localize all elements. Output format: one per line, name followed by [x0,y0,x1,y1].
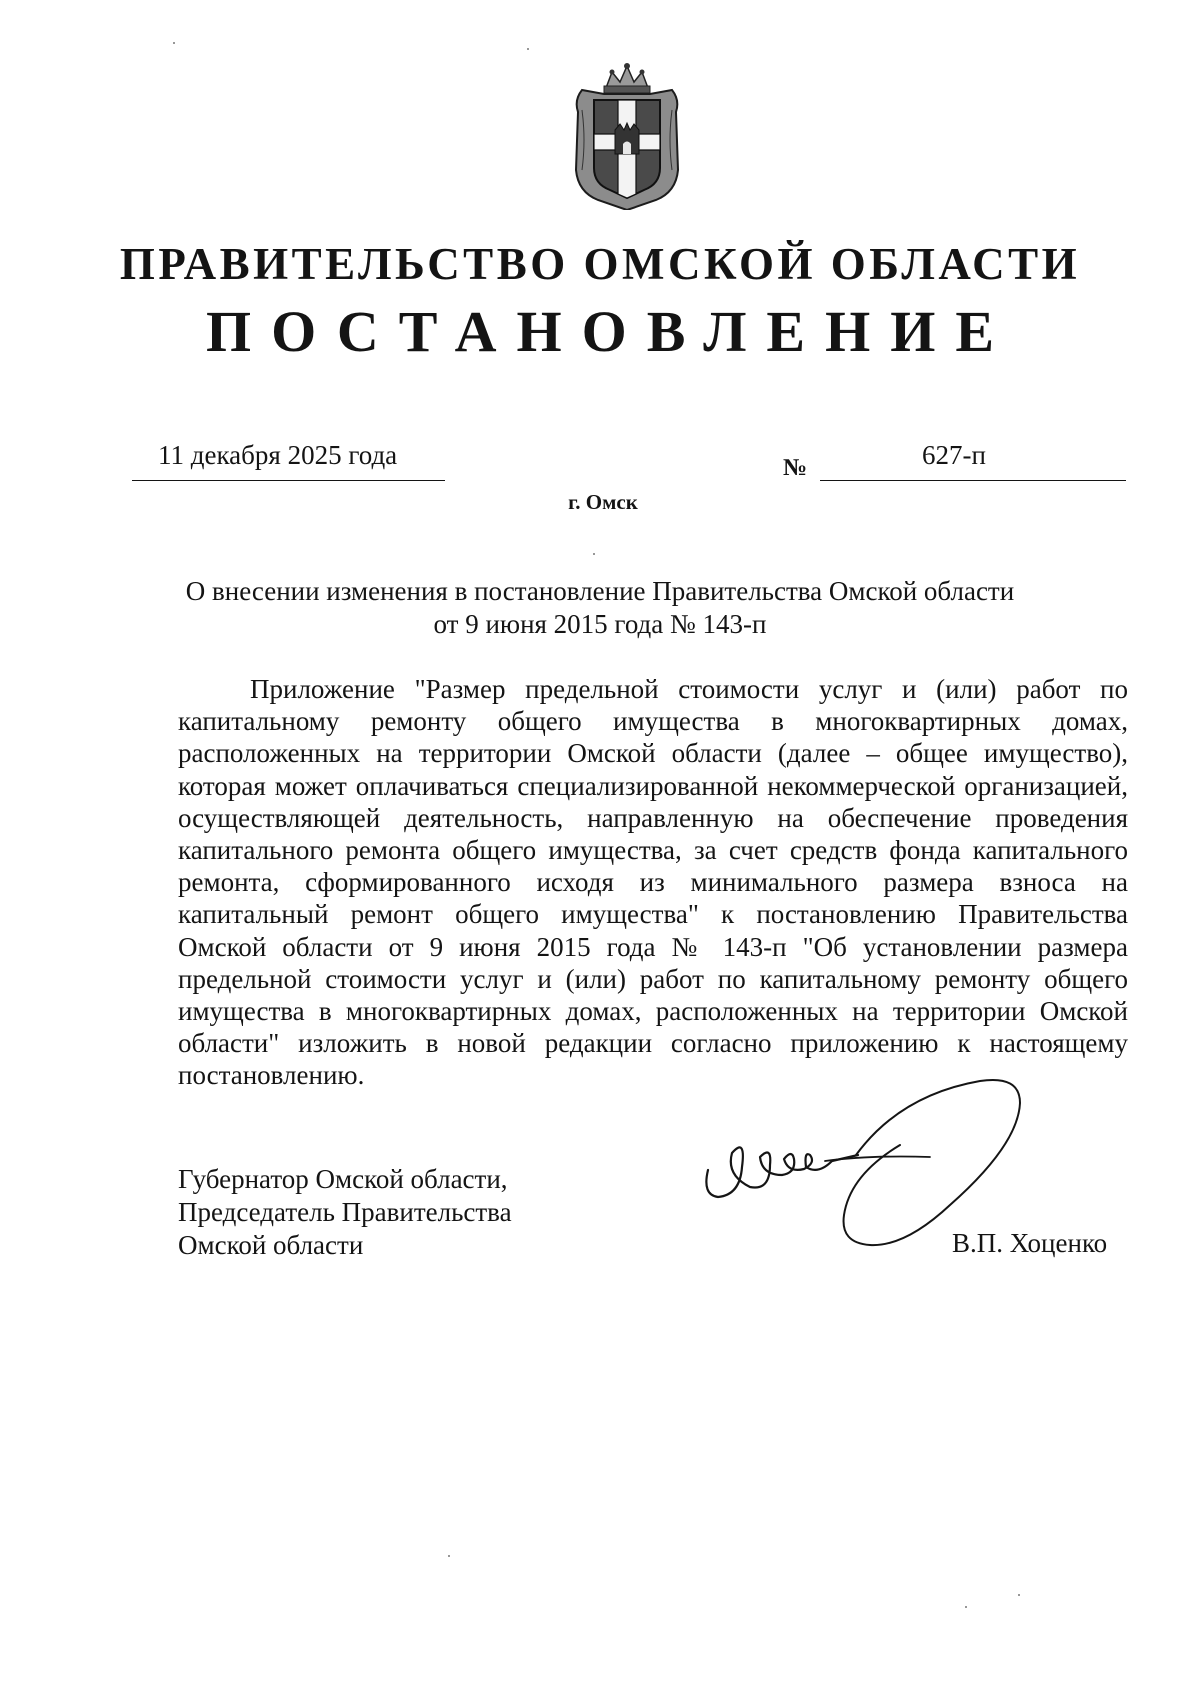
document-number: 627-п [922,440,986,470]
number-field [820,440,1126,481]
scan-speck [593,553,595,555]
document-date: 11 декабря 2025 года [158,440,398,470]
position-line: Председатель Правительства [178,1197,512,1227]
number-label: № [783,455,808,481]
signer-position [178,1163,512,1262]
government-title: ПРАВИТЕЛЬСТВО ОМСКОЙ ОБЛАСТИ [119,239,1081,289]
subject-line: О внесении изменения в постановление Правительства Омской области [185,576,1015,606]
scan-speck [965,1606,967,1608]
position-line: Губернатор Омской области, [178,1164,508,1194]
subject-line: от 9 июня 2015 года № 143-п [433,609,767,639]
city: г. Омск [568,490,638,514]
scan-speck [173,42,175,44]
document-type: ПОСТАНОВЛЕНИЕ [205,299,1015,364]
document-subject [120,575,1080,641]
signer-name: В.П. Хоценко [952,1228,1108,1258]
date-field [132,440,445,481]
scan-speck [1018,1594,1020,1596]
coat-of-arms-icon [568,60,686,210]
scan-speck [527,48,529,50]
scan-speck [448,1555,450,1557]
body-paragraph: Приложение "Размер предельной стоимости услуг и (или) работ по капитальному ремонту общего имущества в многоквартирных домах, расположенных на территории Омской области (далее – общее имущество), которая может оплачиваться специализированной некоммерческой организацией, осуществляющей деятельность, направленную на обеспечение проведения капитального ремонта общего имущества, за счет средств фонда капитального ремонта, сформированного исходя из минимального размера взноса на капитальный ремонт общего имущества" к постановлению Правительства Омской области от 9 июня 2015 года № 143-п "Об установлении размера предельной стоимости услуг и (или) работ по капитальному ремонту общего имущества в многоквартирных домах, расположенных на территории Омской области" изложить в новой редакции согласно приложению к настоящему постановлению. [178,674,1128,1091]
position-line: Омской области [178,1230,364,1260]
